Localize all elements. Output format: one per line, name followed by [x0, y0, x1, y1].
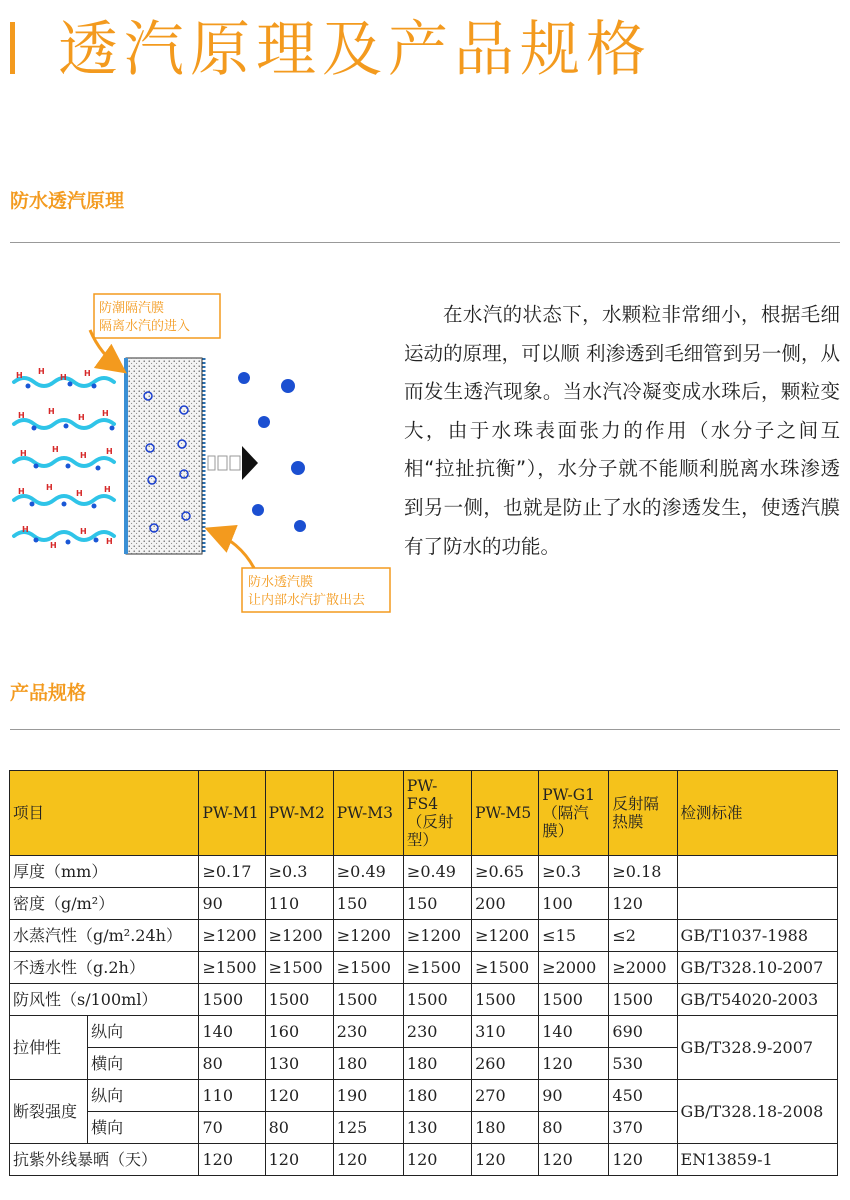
- value-cell: 120: [609, 1144, 677, 1176]
- svg-text:H: H: [18, 487, 25, 496]
- value-cell: 270: [472, 1080, 539, 1112]
- value-cell: 230: [403, 1016, 471, 1048]
- svg-text:H: H: [22, 525, 29, 534]
- value-cell: 130: [403, 1112, 471, 1144]
- svg-text:H: H: [48, 407, 55, 416]
- value-cell: 140: [199, 1016, 265, 1048]
- value-cell: ≥2000: [539, 952, 609, 984]
- value-cell: 180: [333, 1048, 403, 1080]
- row-label: 不透水性（g.2h）: [10, 952, 199, 984]
- svg-text:H: H: [60, 373, 67, 382]
- value-cell: 1500: [609, 984, 677, 1016]
- divider: [10, 242, 840, 243]
- value-cell: 120: [539, 1144, 609, 1176]
- value-cell: ≥0.18: [609, 856, 677, 888]
- table-row: [10, 856, 838, 888]
- value-cell: 450: [609, 1080, 677, 1112]
- svg-text:H: H: [80, 451, 87, 460]
- value-cell: ≥1200: [403, 920, 471, 952]
- value-cell: 370: [609, 1112, 677, 1144]
- svg-text:H: H: [52, 445, 59, 454]
- standard-cell: GB/T328.9-2007: [677, 1016, 837, 1080]
- table-row: [10, 888, 838, 920]
- header-cell: 项目: [10, 771, 199, 856]
- standard-cell: GB/T1037-1988: [677, 920, 837, 952]
- value-cell: ≥1500: [333, 952, 403, 984]
- value-cell: ≥2000: [609, 952, 677, 984]
- row-label: 抗紫外线暴晒（天）: [10, 1144, 199, 1176]
- sub-label: 横向: [88, 1112, 199, 1144]
- specs-heading: 产品规格: [10, 682, 87, 704]
- value-cell: 120: [403, 1144, 471, 1176]
- header-cell: PW-G1（隔汽膜）: [539, 771, 609, 856]
- callout-bottom: [210, 530, 390, 612]
- value-cell: 530: [609, 1048, 677, 1080]
- value-cell: 100: [539, 888, 609, 920]
- value-cell: ≥1500: [199, 952, 265, 984]
- value-cell: 150: [333, 888, 403, 920]
- svg-text:H: H: [106, 447, 113, 456]
- callout-top-line-1: 防潮隔汽膜: [99, 301, 165, 316]
- value-cell: 1500: [539, 984, 609, 1016]
- value-cell: 180: [403, 1080, 471, 1112]
- svg-text:H: H: [20, 449, 27, 458]
- row-label: 厚度（mm）: [10, 856, 199, 888]
- value-cell: ≥0.3: [265, 856, 333, 888]
- value-cell: ≥1500: [403, 952, 471, 984]
- value-cell: 90: [539, 1080, 609, 1112]
- value-cell: 120: [472, 1144, 539, 1176]
- value-cell: 310: [472, 1016, 539, 1048]
- table-row: [10, 1144, 838, 1176]
- header-cell: PW-FS4（反射型）: [403, 771, 471, 856]
- svg-text:H: H: [76, 489, 83, 498]
- diffusion-arrow: [208, 446, 258, 480]
- value-cell: ≥1200: [265, 920, 333, 952]
- header-cell: 反射隔热膜: [609, 771, 677, 856]
- title-accent-bar: [10, 22, 15, 74]
- sub-label: 纵向: [88, 1080, 199, 1112]
- value-cell: 1500: [333, 984, 403, 1016]
- value-cell: 125: [333, 1112, 403, 1144]
- value-cell: ≥1500: [472, 952, 539, 984]
- value-cell: 90: [199, 888, 265, 920]
- svg-text:H: H: [50, 541, 57, 550]
- vapor-barrier-edge: [124, 358, 128, 554]
- standard-cell: GB/T328.18-2008: [677, 1080, 837, 1144]
- sub-label: 横向: [88, 1048, 199, 1080]
- value-cell: 80: [539, 1112, 609, 1144]
- value-cell: 180: [403, 1048, 471, 1080]
- value-cell: 80: [199, 1048, 265, 1080]
- group-label: 断裂强度: [10, 1080, 88, 1144]
- row-label: 水蒸汽性（g/m².24h）: [10, 920, 199, 952]
- header-cell: PW-M5: [472, 771, 539, 856]
- value-cell: ≤2: [609, 920, 677, 952]
- vapor-permeation-diagram: [8, 290, 400, 615]
- value-cell: ≥1500: [265, 952, 333, 984]
- row-label: 防风性（s/100ml）: [10, 984, 199, 1016]
- value-cell: ≥1200: [472, 920, 539, 952]
- value-cell: 190: [333, 1080, 403, 1112]
- value-cell: 110: [265, 888, 333, 920]
- value-cell: 1500: [403, 984, 471, 1016]
- value-cell: 690: [609, 1016, 677, 1048]
- table-row: [10, 1016, 838, 1048]
- value-cell: 80: [265, 1112, 333, 1144]
- value-cell: 1500: [199, 984, 265, 1016]
- standard-cell: [677, 856, 837, 888]
- value-cell: 110: [199, 1080, 265, 1112]
- value-cell: 1500: [472, 984, 539, 1016]
- value-cell: 150: [403, 888, 471, 920]
- svg-text:H: H: [104, 485, 111, 494]
- header-cell: PW-M3: [333, 771, 403, 856]
- svg-text:H: H: [38, 367, 45, 376]
- value-cell: 70: [199, 1112, 265, 1144]
- svg-text:H: H: [80, 527, 87, 536]
- svg-text:H: H: [102, 409, 109, 418]
- table-row: [10, 984, 838, 1016]
- standard-cell: [677, 888, 837, 920]
- value-cell: ≥0.49: [333, 856, 403, 888]
- value-cell: ≥1200: [333, 920, 403, 952]
- value-cell: 120: [333, 1144, 403, 1176]
- value-cell: 120: [609, 888, 677, 920]
- table-header-row: [10, 771, 838, 856]
- value-cell: 140: [539, 1016, 609, 1048]
- callout-bottom-line-1: 防水透汽膜: [248, 575, 314, 590]
- incoming-vapor-streams: [14, 378, 114, 540]
- divider: [10, 729, 840, 730]
- svg-text:H: H: [106, 537, 113, 546]
- value-cell: 130: [265, 1048, 333, 1080]
- value-cell: 260: [472, 1048, 539, 1080]
- standard-cell: EN13859-1: [677, 1144, 837, 1176]
- value-cell: 200: [472, 888, 539, 920]
- spec-table: [9, 770, 838, 1176]
- table-row: [10, 952, 838, 984]
- standard-cell: GB/T54020-2003: [677, 984, 837, 1016]
- principle-heading: 防水透汽原理: [10, 190, 125, 212]
- svg-text:H: H: [18, 411, 25, 420]
- value-cell: 120: [265, 1144, 333, 1176]
- value-cell: 180: [472, 1112, 539, 1144]
- value-cell: ≥0.65: [472, 856, 539, 888]
- header-cell: PW-M2: [265, 771, 333, 856]
- value-cell: ≥0.17: [199, 856, 265, 888]
- value-cell: 1500: [265, 984, 333, 1016]
- value-cell: 230: [333, 1016, 403, 1048]
- sub-label: 纵向: [88, 1016, 199, 1048]
- svg-text:H: H: [46, 483, 53, 492]
- value-cell: ≥0.3: [539, 856, 609, 888]
- page-title: 透汽原理及产品规格: [58, 15, 652, 85]
- value-cell: ≥1200: [199, 920, 265, 952]
- header-cell: 检测标准: [677, 771, 837, 856]
- principle-paragraph: 在水汽的状态下，水颗粒非常细小，根据毛细运动的原理，可以顺 利渗透到毛细管到另一侧，从而发生透汽现象。当水汽冷凝变成水珠后，颗粒变大，由于水珠表面张力的作用（水分子之间互相“拉扯抗衡”），水分子就不能顺利脱离水珠渗透到另一侧，也就是防止了水的渗透发生，使透汽膜有了防水的功能。: [404, 303, 840, 558]
- water-droplets: [238, 372, 306, 532]
- svg-text:H: H: [84, 369, 91, 378]
- svg-text:H: H: [16, 371, 23, 380]
- value-cell: 120: [539, 1048, 609, 1080]
- row-label: 密度（g/m²）: [10, 888, 199, 920]
- callout-bottom-line-2: 让内部水汽扩散出去: [248, 593, 366, 608]
- value-cell: 120: [265, 1080, 333, 1112]
- value-cell: 160: [265, 1016, 333, 1048]
- value-cell: 120: [199, 1144, 265, 1176]
- group-label: 拉伸性: [10, 1016, 88, 1080]
- standard-cell: GB/T328.10-2007: [677, 952, 837, 984]
- table-row: [10, 1080, 838, 1112]
- table-row: [10, 920, 838, 952]
- value-cell: ≥0.49: [403, 856, 471, 888]
- svg-text:H: H: [78, 413, 85, 422]
- callout-top-line-2: 隔离水汽的进入: [99, 319, 191, 334]
- value-cell: ≤15: [539, 920, 609, 952]
- header-cell: PW-M1: [199, 771, 265, 856]
